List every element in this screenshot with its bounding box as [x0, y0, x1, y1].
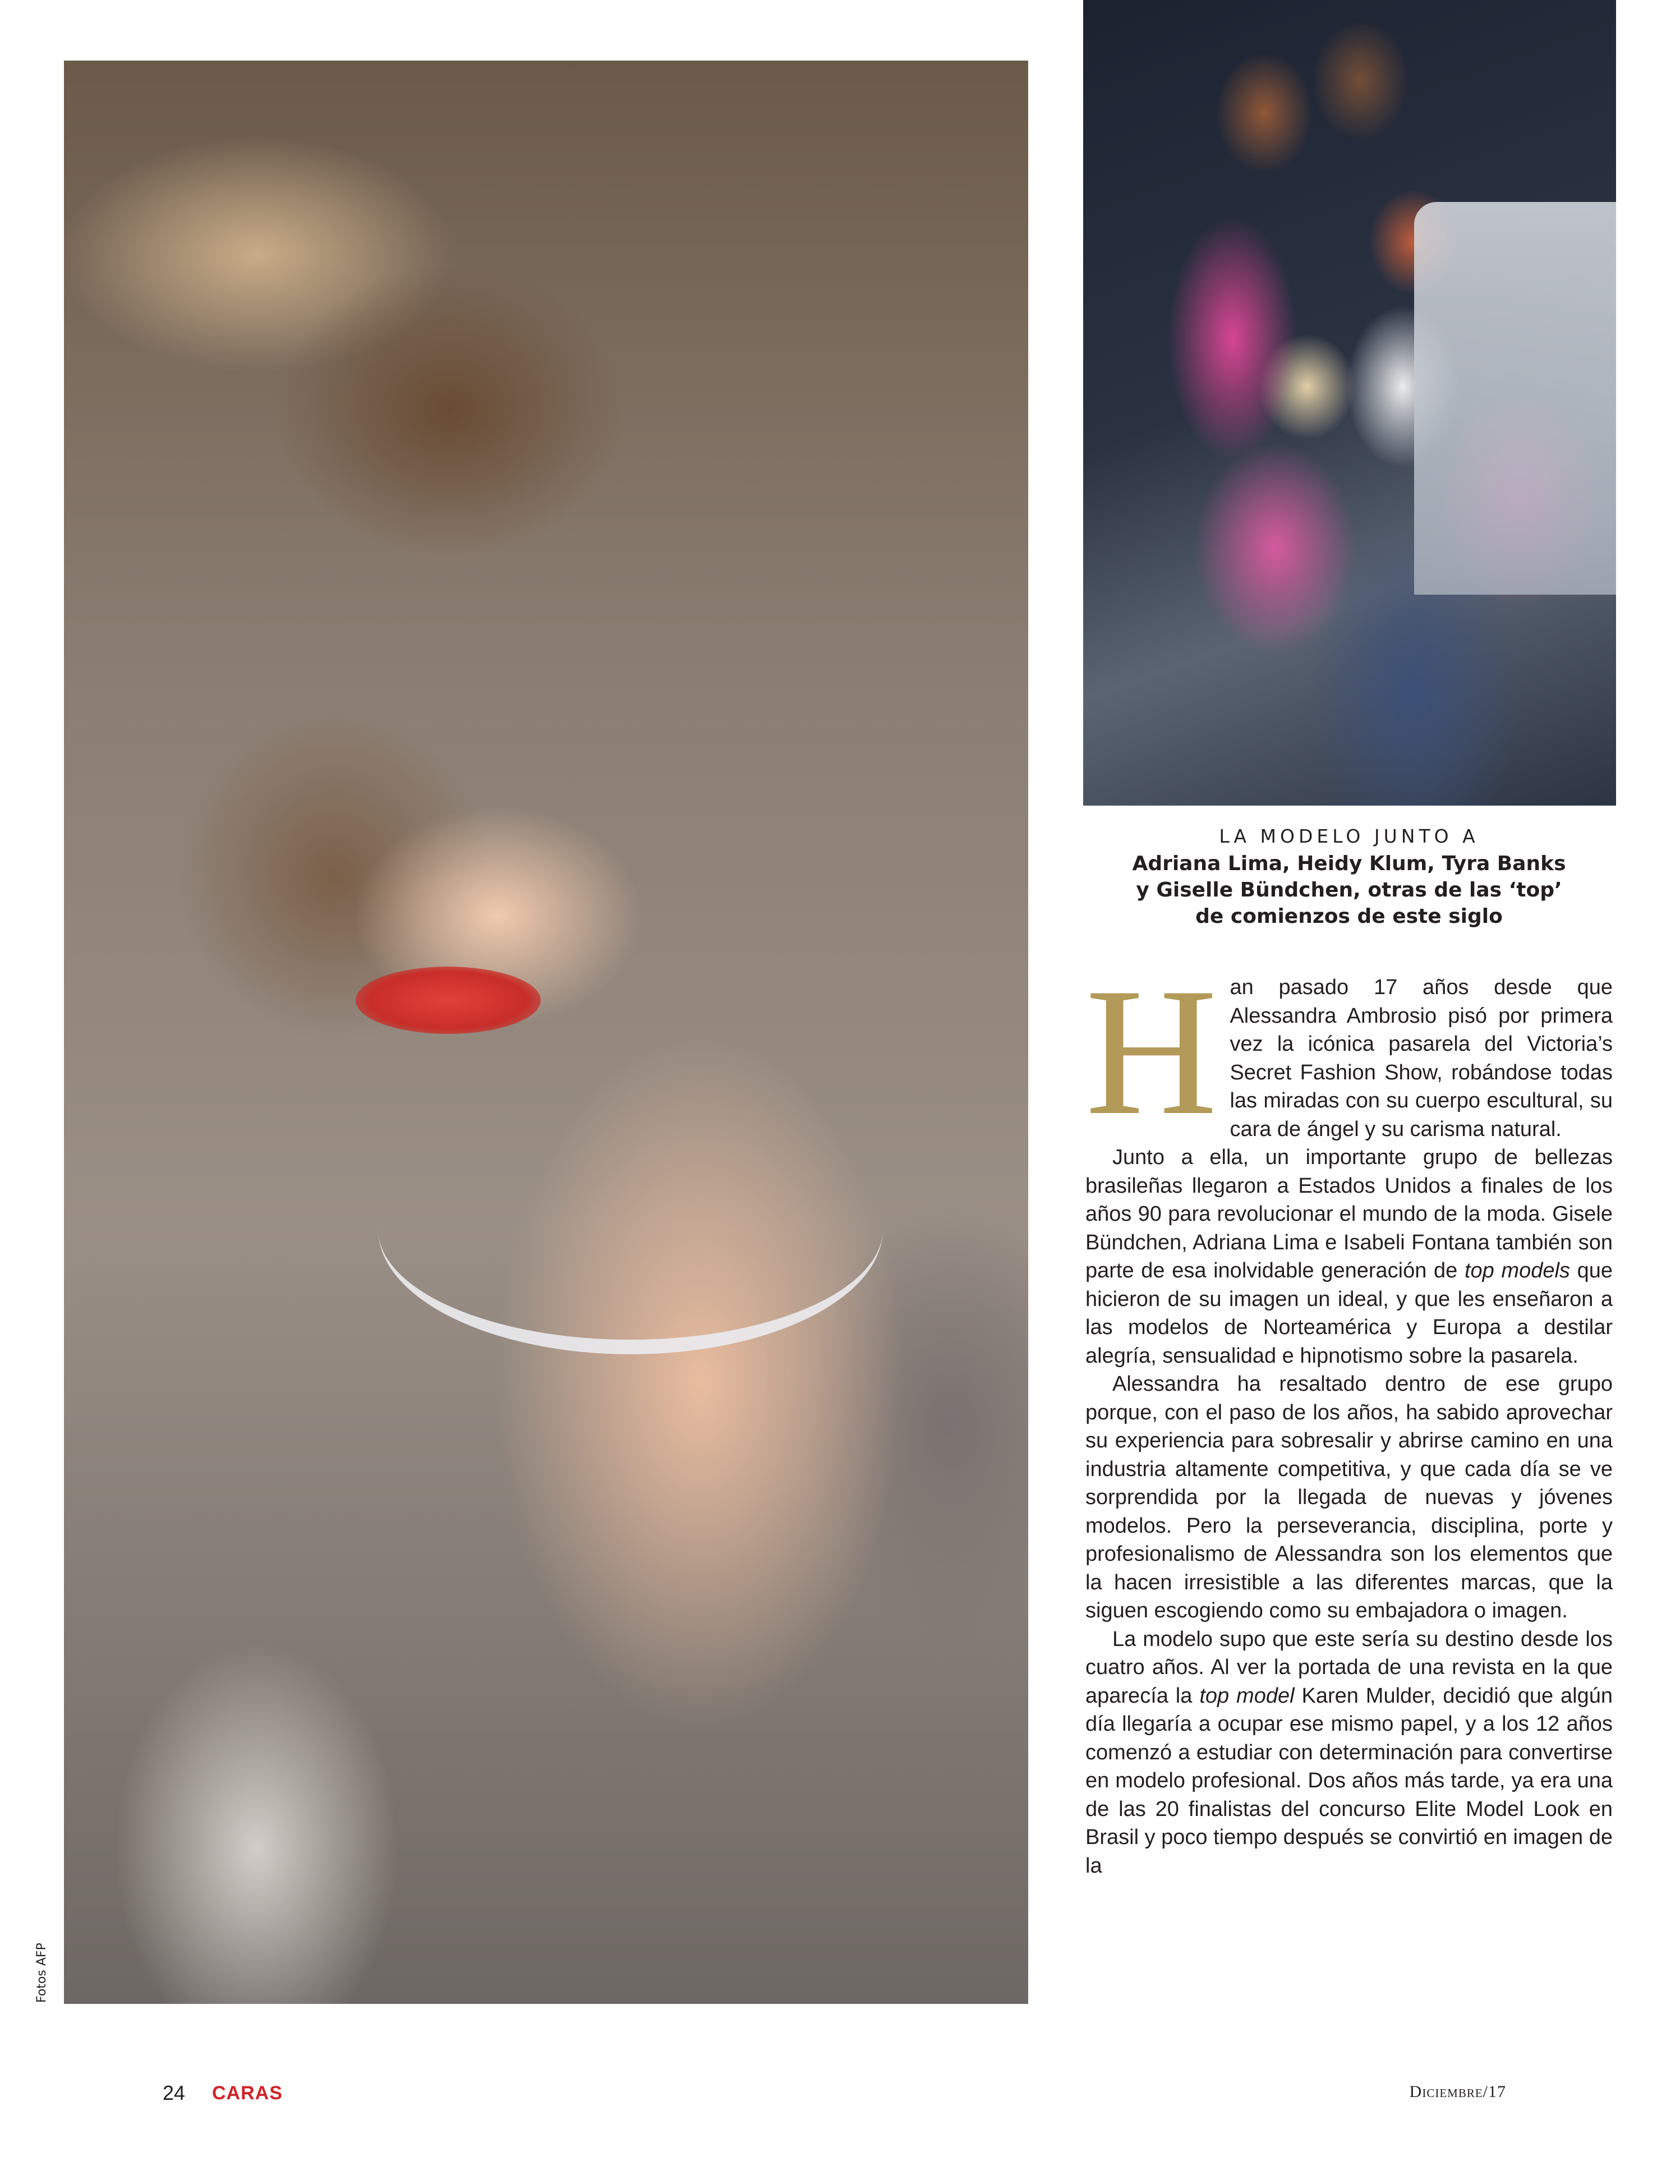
page-number: 24	[163, 2081, 186, 2104]
article-paragraph-1: Han pasado 17 años desde que Alessandra Ambrosio pisó por primera vez la icónica pasarela del Victoria’s Secret Fashion Show, robándose todas las miradas con su cuerpo escultural, su cara de ángel y su carisma natural.	[1085, 950, 1613, 1153]
side-photo	[1083, 0, 1616, 806]
drop-cap: H	[1085, 950, 1218, 1153]
photo-credit: Fotos AFP	[35, 1943, 49, 2003]
photo-caption	[1088, 822, 1610, 930]
main-photo-lips	[356, 967, 541, 1034]
article-paragraph-4: La modelo supo que este sería su destino desde los cuatro años. Al ver la portada de una revista en la que aparecía la top model Karen Mulder, decidió que algún día llegaría a ocupar ese mismo papel, y a los 12 años comenzó a estudiar con determinación para convertirse en modelo profesional. Dos años más tarde, ya era una de las 20 finalistas del concurso Elite Model Look en Brasil y poco tiempo después se convirtió en imagen de la	[1085, 1627, 1613, 1878]
article-body	[1085, 950, 1613, 1880]
brand-logo: CARAS	[212, 2082, 283, 2104]
main-photo-necklace	[378, 1104, 883, 1354]
side-photo-plane	[1414, 202, 1616, 595]
caption-line-1: Adriana Lima, Heidy Klum, Tyra Banks	[1132, 852, 1566, 875]
main-photo	[64, 61, 1028, 2004]
issue-date: Diciembre/17	[1409, 2082, 1506, 2101]
caption-line-2: y Giselle Bündchen, otras de las ‘top’	[1136, 879, 1562, 902]
article-paragraph-2: Junto a ella, un importante grupo de bellezas brasileñas llegaron a Estados Unidos a finales de los años 90 para revolucionar el mundo de la moda. Gisele Bündchen, Adriana Lima e Isabeli Fontana también son parte de esa inolvidable generación de top models que hicieron de su imagen un ideal, y que les enseñaron a las modelos de Norteamérica y Europa a destilar alegría, sensualidad e hipnotismo sobre la pasarela.	[1085, 1146, 1613, 1368]
caption-title: LA MODELO JUNTO A	[1219, 825, 1479, 847]
article-paragraph-3: Alessandra ha resaltado dentro de ese grupo porque, con el paso de los años, ha sabido aprovechar su experiencia para sobresalir y abrirse camino en una industria altamente competitiva, y que cada día se ve sorprendida por la llegada de nuevas y jóvenes modelos. Pero la perseverancia, disciplina, porte y profesionalismo de Alessandra son los elementos que la hacen irresistible a las diferentes marcas, que la siguen escogiendo como su embajadora o imagen.	[1085, 1372, 1613, 1622]
caption-line-3: de comienzos de este siglo	[1195, 905, 1503, 928]
